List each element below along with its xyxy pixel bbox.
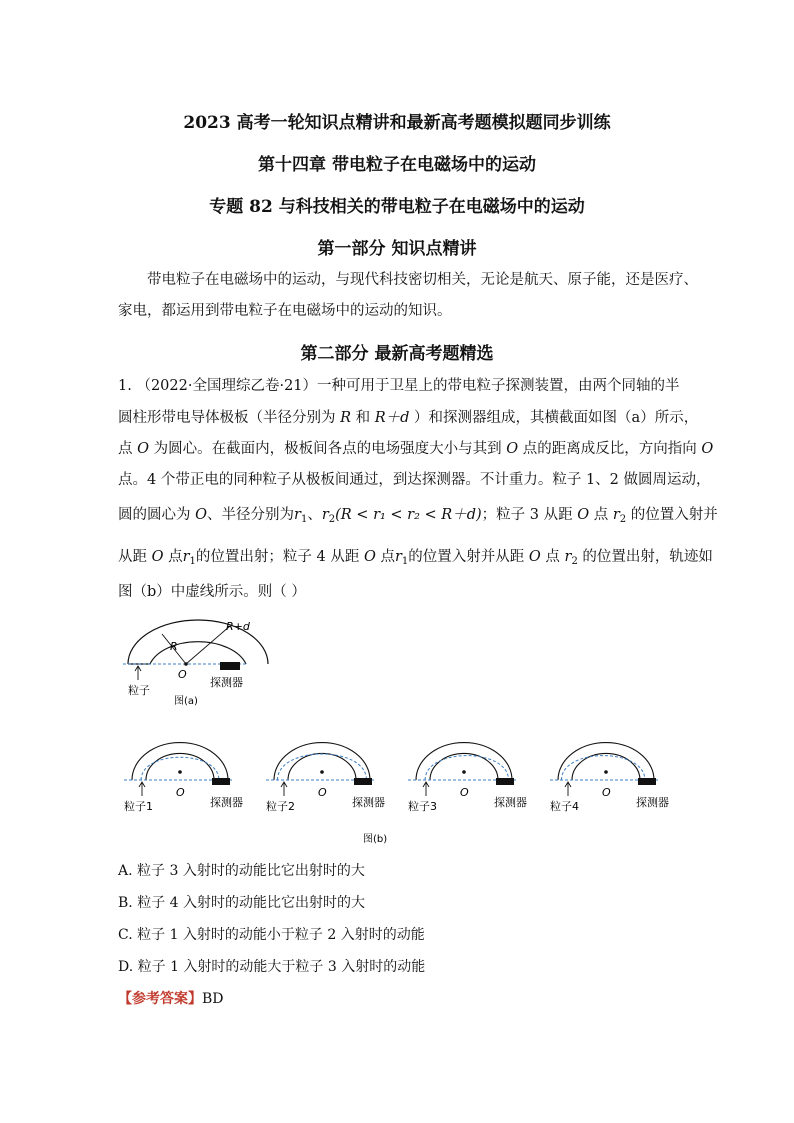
label-o: O (318, 786, 327, 799)
detector-block (638, 778, 656, 785)
center-dot (320, 770, 324, 774)
doc-title: 2023 高考一轮知识点精讲和最新高考题模拟题同步训练 (183, 113, 611, 133)
part1-title: 第一部分 知识点精讲 (317, 239, 477, 259)
detector-block (354, 778, 372, 785)
topic-title: 专题 82 与科技相关的带电粒子在电磁场中的运动 (209, 197, 585, 217)
label-r: R (170, 640, 178, 653)
question-line1: 1. （2022·全国理综乙卷·21）一种可用于卫星上的带电粒子探测装置，由两个同轴的半 (118, 378, 680, 394)
panel-2 (266, 743, 385, 813)
inner-plate (146, 753, 214, 780)
answer-tag: 【参考答案】 (118, 991, 202, 1007)
trajectory-1 (141, 757, 219, 780)
question-line4: 点。4 个带正电的同种粒子从极板间通过，到达探测器。不计重力。粒子 1、2 做圆周运动， (118, 472, 711, 488)
label-detector: 探测器 (210, 796, 243, 809)
label-detector: 探测器 (636, 796, 669, 809)
answer-value: BD (202, 991, 224, 1007)
label-particle: 粒子2 (266, 800, 295, 813)
detector-block (212, 778, 230, 785)
question-line5: 圆的圆心为 O、半径分别为$r_1$、$r_2(R < r_1 < r_2 < R+d)$；粒子 3 从距 O 点 $r_2$ 的位置入射并 (118, 507, 718, 525)
panel-3 (408, 743, 527, 813)
label-particle: 粒子3 (408, 800, 437, 813)
label-detector: 探测器 (352, 796, 385, 809)
question-line7: 图（b）中虚线所示。则（ ） (118, 584, 306, 600)
label-particle: 粒子4 (550, 800, 579, 813)
part1-paragraph-line1: 带电粒子在电磁场中的运动，与现代科技密切相关，无论是航天、原子能，还是医疗、 (147, 272, 698, 288)
question-line6: 从距 O 点$r_1$的位置出射；粒子 4 从距 O 点$r_1$的位置入射并从距 O 点 $r_2$ 的位置出射，轨迹如 (118, 549, 713, 567)
part2-title: 第二部分 最新高考题精选 (300, 344, 494, 364)
center-dot (178, 770, 182, 774)
inner-plate (430, 753, 498, 780)
inner-plate (572, 753, 640, 780)
answer-line (118, 988, 224, 1008)
inner-plate (150, 642, 246, 664)
trajectory-2 (278, 754, 367, 780)
detector-block (496, 778, 514, 785)
label-o: O (460, 786, 469, 799)
figure-a (118, 612, 278, 712)
label-particle: 粒子1 (124, 800, 153, 813)
label-o: O (176, 786, 185, 799)
panel-4 (550, 743, 669, 813)
option-b[interactable]: B. 粒子 4 入射时的动能比它出射时的大 (118, 895, 365, 911)
label-detector: 探测器 (494, 796, 527, 809)
panel-1 (124, 743, 243, 813)
chapter-title: 第十四章 带电粒子在电磁场中的运动 (258, 155, 536, 175)
label-detector: 探测器 (210, 676, 243, 689)
figure-a-caption: 图(a) (174, 696, 198, 707)
figure-b (118, 730, 678, 850)
figure-b-caption: 图(b) (363, 834, 388, 845)
detector-block (220, 662, 240, 670)
question-line2: 圆柱形带电导体极板（半径分别为 R 和 R＋d ）和探测器组成，其横截面如图（a）所示， (118, 410, 699, 426)
part1-paragraph-line2: 家电，都运用到带电粒子在电磁场中的运动的知识。 (118, 303, 452, 319)
question-line3: 点 O 为圆心。在截面内，极板间各点的电场强度大小与其到 O 点的距离成反比，方向指向 O (118, 441, 714, 457)
label-particle: 粒子 (128, 684, 150, 697)
option-a[interactable]: A. 粒子 3 入射时的动能比它出射时的大 (118, 863, 365, 879)
center-dot (604, 770, 608, 774)
label-o: O (602, 786, 611, 799)
trajectory-3 (425, 756, 508, 780)
option-c[interactable]: C. 粒子 1 入射时的动能小于粒子 2 入射时的动能 (118, 927, 425, 943)
trajectory-4 (562, 756, 645, 780)
center-dot (462, 770, 466, 774)
option-d[interactable]: D. 粒子 1 入射时的动能大于粒子 3 入射时的动能 (118, 959, 426, 975)
label-rd: R+d (226, 620, 250, 633)
label-o: O (178, 668, 187, 681)
